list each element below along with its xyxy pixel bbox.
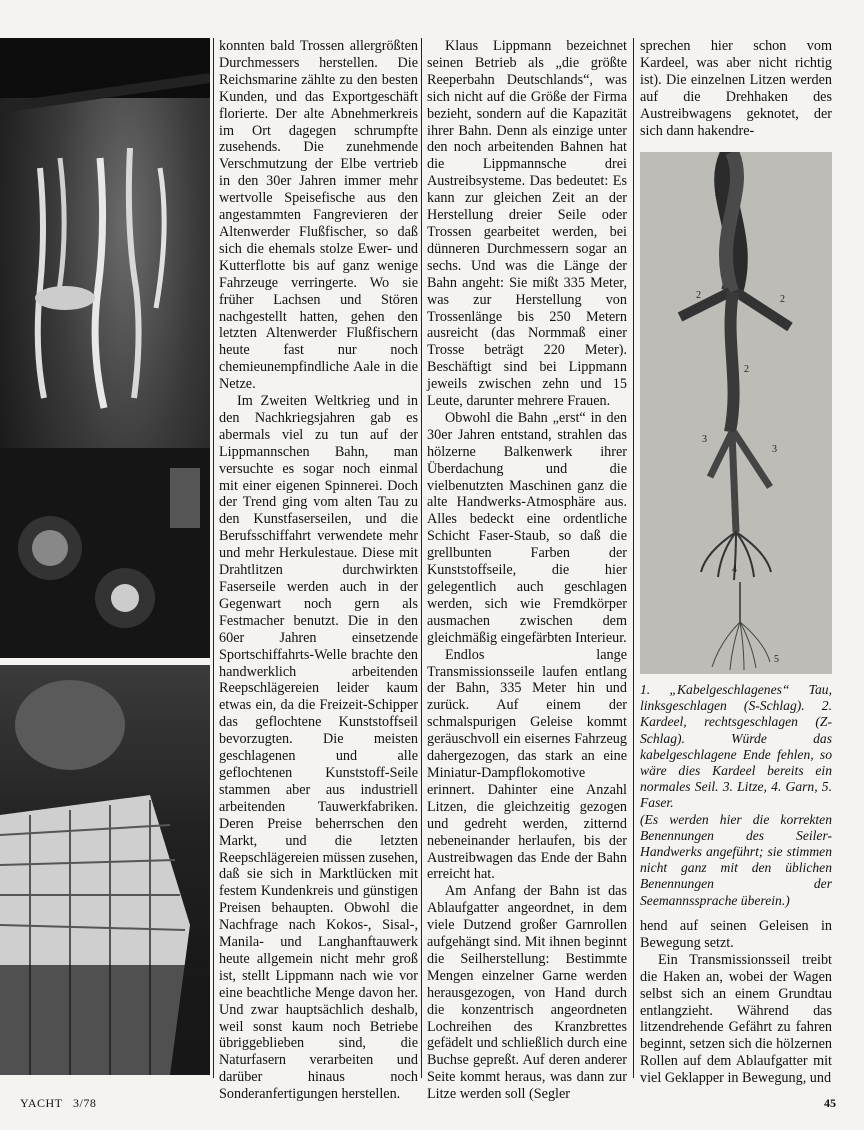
figure-label: 5 xyxy=(774,654,779,665)
figure-label: 3 xyxy=(772,444,777,455)
article-column-3-top xyxy=(640,38,832,139)
figure-label: 4 xyxy=(732,564,737,575)
paragraph: Im Zweiten Weltkrieg und in den Nachkriegsjahren gab es abermals viel zu tun auf der Lippmannschen Bahn, man versuchte es sogar noch einmal mit einer eigenen Spinnerei. Doch der Trend ging vom alten Tau zu den Kunstfaserseilen, und die Berufsschiffahrt verwendete mehr und mehr Herkulestaue. Diese mit Drahtlitzen durchwirkten Faserseile werden auch in der Gegenwart noch gern als Festmacher benutzt. Die in den 60er Jahren einsetzende Sportschiffahrts-Welle brachte den handwerklich arbeitenden Reepschlägereien leider kaum etwas ein, da die Freizeit-Schipper das geflochtene Kunststoffseil bevorzugten. Die meisten geschlagenen und alle geflochtenen Kunststoff-Seile stammen aber aus industriell arbeitenden Tauwerkfabriken. Deren Preise beherrschen den Markt, und die letzten Reepschlägereien müssen zusehen, daß sie sich in Marktlücken mit festem Kundenkreis und günstigen Preisen behaupten. Obwohl die Nachfrage nach Kokos-, Sisal-, Manila- und Langhanftauwerk heute allgemein nicht mehr groß ist, stellt Lippmann nach wie vor eine beachtliche Menge davon her. Und zwar hauptsächlich deshalb, weil sonst kaum noch Betriebe übriggeblieben sind, die Naturfasern verarbeiten und darüber hinaus noch Sonderanfertigungen herstellen. xyxy=(219,393,418,1103)
rope-maker-photo-art xyxy=(0,665,210,1075)
page-number: 45 xyxy=(824,1096,836,1110)
paragraph: Ein Transmissionsseil treibt die Haken an, wobei der Wagen selbst sich an einem Grundtau entlangzieht. Während das litzendrehende Gefährt zu fahren beginnt, setzen sich die hölzernen Rollen auf dem Ablaufgatter mit viel Geklapper in Bewegung, und xyxy=(640,951,832,1087)
paragraph: Obwohl die Bahn „erst“ in den 30er Jahren entstand, strahlen das hölzerne Balkenwerk ihrer Überdachung und die vielbenutzten Maschinen ganz die alte Handwerks-Atmosphäre aus. Alles bedeckt eine ordentliche Schicht Faser-Staub, so daß die grellbunten Farben der Kunststoffseile, die hier gelegentlich auch geschlagen werden, sich wie Fremdkörper ausmachen zwischen dem gleichmäßig eingefärbten Interieur. xyxy=(427,409,627,646)
paragraph: Klaus Lippmann bezeichnet seinen Betrieb als „die größte Reeperbahn Deutschlands“, was sich nicht auf die Größe der Firma bezieht, sondern auf die Kapazität ihrer Bahn. Denn als einzige unter den noch arbeitenden Bahnen hat die Lippmannsche drei Austreibsysteme. Das bedeutet: Es kann zur gleichen Zeit an der Herstellung dreier Seile oder Trossen gearbeitet werden, bei dünneren Durchmessern sogar an sechs. Und was die Länge der Bahn angeht: Sie mißt 335 Meter, was zur Herstellung von Trossenlänge bis 250 Metern ausreicht (das Normmaß einer Trosse beträgt 220 Meter). Beschäftigt sind bei Lippmann jeweils zwischen zehn und 15 Leute, darunter mehrere Frauen. xyxy=(427,38,627,410)
article-column-3-bottom xyxy=(640,918,832,1087)
article-column-1 xyxy=(219,38,418,1103)
rope-maker-photo xyxy=(0,665,210,1075)
paragraph: konnten bald Trossen allergrößten Durchmessers herstellen. Die Reichsmarine zählte zu den besten Kunden, und das Exportgeschäft florierte. Der alte Abnehmerkreis im Ort dagegen schrumpfte zusehends. Die zunehmende Verschmutzung der Elbe vertrieb in den 30er Jahren immer mehr wertvolle Speisefische aus den angestammten Fangrevieren der Altenwerder Flußfischer, so daß sich die ehemals stolze Ewer- und Kutterflotte bis auf ganz wenige Fahrzeuge verringerte. Wo sie früher Lachsen und Stören nachgestellt hatten, gehen den letzten Altenwerder Flußfischern heute fast nur noch chemieunempfindliche Aale in die Netze. xyxy=(219,38,418,393)
caption-note: (Es werden hier die korrekten Benennungen des Seiler-Handwerks angeführt; sie stimmen nicht ganz mit den üblichen Benennungen der Seemannssprache überein.) xyxy=(640,811,832,908)
paragraph: hend auf seinen Geleisen in Bewegung setzt. xyxy=(640,918,832,951)
paragraph: sprechen hier schon vom Kardeel, was aber nicht richtig ist). Die einzelnen Litzen werden auf die Drehhaken des Austreibwagens geknotet, der sich dann hakendre- xyxy=(640,38,832,139)
figure-caption xyxy=(640,682,832,909)
figure-label: 1 xyxy=(714,188,719,199)
caption-text: 1. „Kabelgeschlagenes“ Tau, linksgeschlagen (S-Schlag). 2. Kardeel, rechtsgeschlagen (Z-Schlag). Würde das kabelgeschlagene Ende fehlen, so wäre dies Kardeel bereits ein normales Seil. 3. Litze, 4. Garn, 5. Faser. xyxy=(640,682,832,811)
rope-diagram-figure xyxy=(640,152,832,674)
rope-diagram xyxy=(640,152,832,674)
paragraph: Am Anfang der Bahn ist das Ablaufgatter angeordnet, in dem viele Dutzend großer Garnrollen aufgehängt sind. Mit ihnen beginnt die Seilherstellung: Bestimmte Mengen einzelner Garne werden herausgezogen, von Hand durch die konzentrisch angeordneten Lochreihen des Kranzbrettes gefädelt und schließlich durch eine Buchse gepreßt. Auf deren anderer Seite kommt heraus, was dann zur Litze werden soll (Segler xyxy=(427,883,627,1103)
magazine-name: YACHT xyxy=(20,1096,63,1110)
figure-label: 3 xyxy=(702,434,707,445)
magazine-footer xyxy=(20,1096,96,1111)
figure-label: 2 xyxy=(696,290,701,301)
article-column-2 xyxy=(427,38,627,1103)
rope-workshop-photo xyxy=(0,38,210,658)
rope-workshop-photo-art xyxy=(0,38,210,658)
paragraph: Endlos lange Transmissionsseile laufen entlang der Bahn, 335 Meter hin und zurück. Auf einem der schmalspurigen Geleise kommt geräuschvoll ein eisernes Fahrzeug dahergezogen, das stark an eine Miniatur-Dampflokomotive erinnert. Dahinter eine Anzahl Litzen, die gleichzeitig gezogen und gedreht werden, zitternd nebeneinander herlaufen, bis der Austreibwagen das Ende der Bahn erreicht hat. xyxy=(427,646,627,883)
issue-number: 3/78 xyxy=(73,1096,97,1110)
figure-label: 2 xyxy=(780,294,785,305)
figure-label: 2 xyxy=(744,364,749,375)
